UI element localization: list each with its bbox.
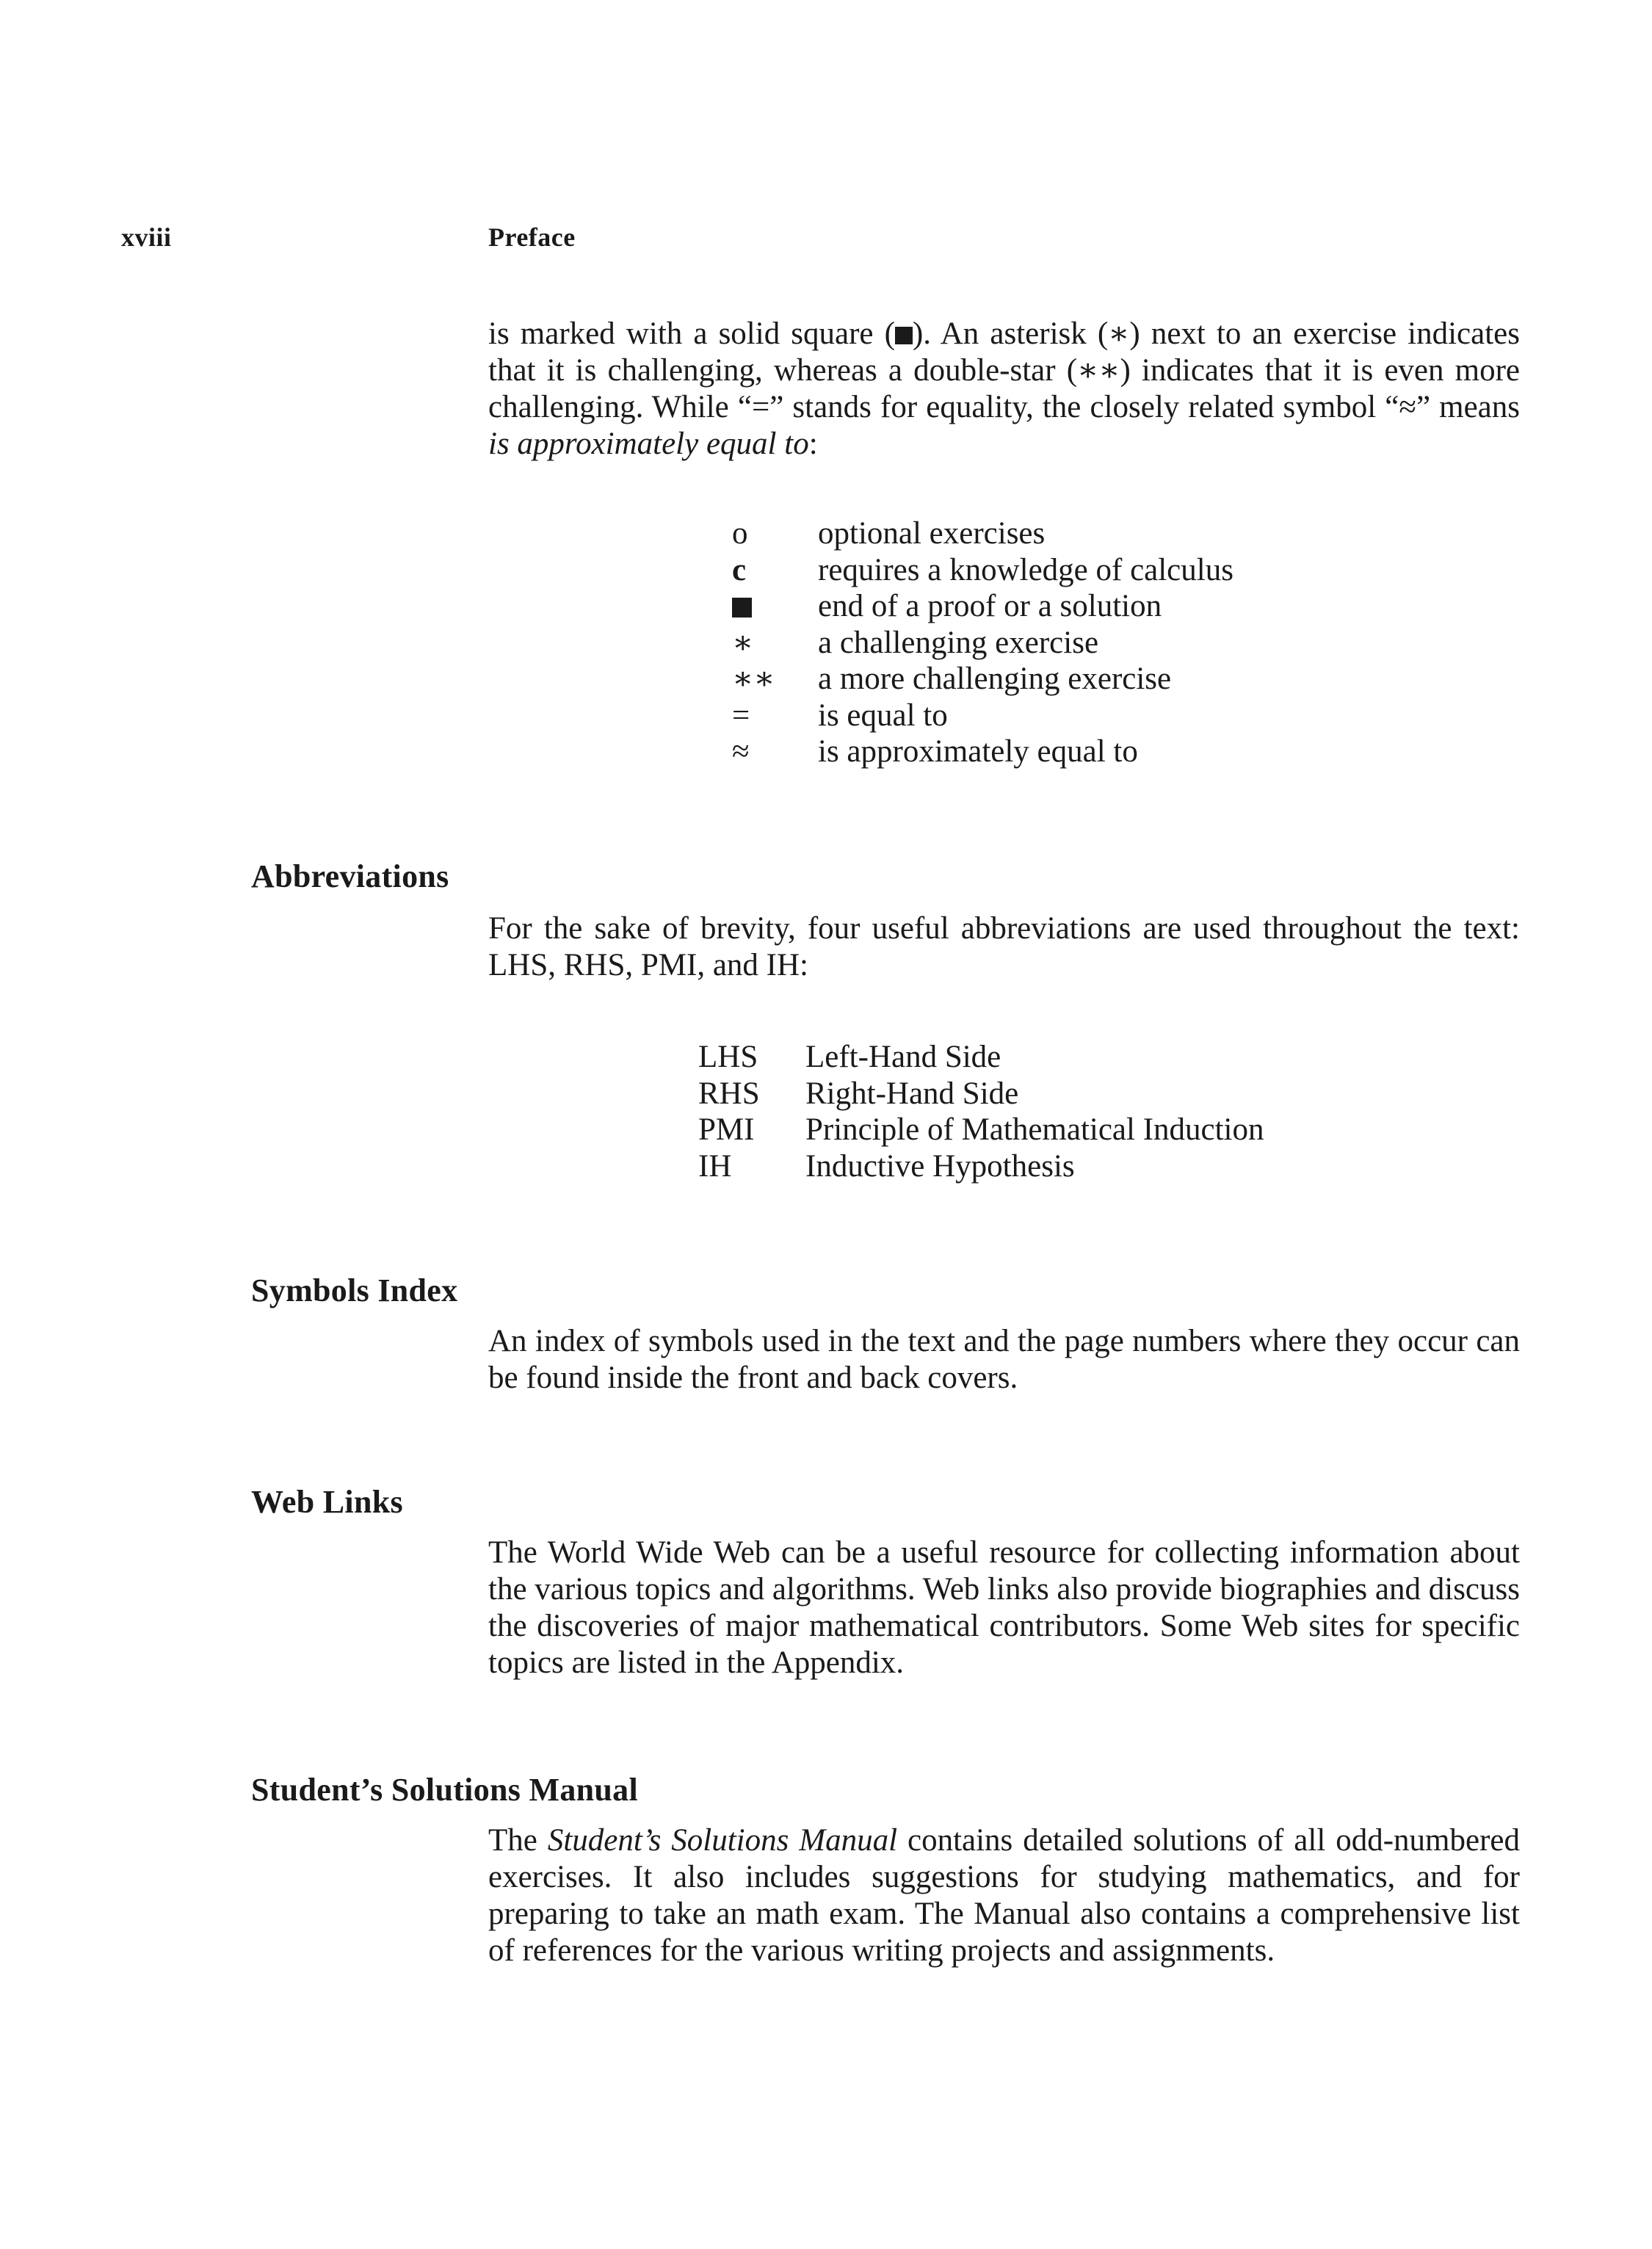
page-number: xviii xyxy=(121,222,172,252)
symbol-glyph: ∗∗ xyxy=(732,662,775,696)
abbreviation-row xyxy=(698,1076,1264,1112)
symbol-row xyxy=(731,734,1233,770)
abbreviation-meaning: Inductive Hypothesis xyxy=(805,1148,1075,1184)
abbreviation-legend xyxy=(698,1039,1264,1184)
symbol-glyph: = xyxy=(732,698,750,733)
symbol-glyph: ≈ xyxy=(732,734,750,769)
symbol-meaning: end of a proof or a solution xyxy=(818,589,1162,623)
solid-square-icon xyxy=(895,327,913,344)
intro-paragraph xyxy=(488,316,1520,463)
solutions-manual-text-pre: The xyxy=(488,1823,548,1858)
abbreviation-row xyxy=(698,1112,1264,1148)
abbreviation: LHS xyxy=(698,1040,758,1074)
symbols-index-text: An index of symbols used in the text and the page numbers where they occur can be found inside the front and back covers. xyxy=(488,1324,1520,1395)
symbols-index-heading: Symbols Index xyxy=(251,1272,458,1308)
symbol-glyph xyxy=(731,588,818,625)
symbol-meaning: a challenging exercise xyxy=(818,625,1099,660)
web-links-paragraph xyxy=(488,1535,1520,1681)
abbreviation-row xyxy=(698,1148,1264,1185)
symbol-glyph: o xyxy=(732,516,748,551)
symbol-row xyxy=(731,698,1233,734)
abbreviation-meaning: Left-Hand Side xyxy=(805,1040,1001,1074)
symbol-glyph: ∗ xyxy=(732,625,754,660)
abbreviations-paragraph xyxy=(488,910,1520,984)
symbol-meaning: is approximately equal to xyxy=(818,734,1138,769)
solutions-manual-paragraph xyxy=(488,1822,1520,1969)
symbol-meaning: a more challenging exercise xyxy=(818,662,1172,696)
solutions-manual-title: Student’s Solutions Manual xyxy=(547,1823,898,1858)
abbreviation-row xyxy=(698,1039,1264,1076)
web-links-heading: Web Links xyxy=(251,1484,403,1520)
solutions-manual-heading: Student’s Solutions Manual xyxy=(251,1772,638,1808)
symbol-meaning: optional exercises xyxy=(818,516,1046,551)
running-title: Preface xyxy=(488,222,576,252)
symbols-index-paragraph xyxy=(488,1323,1520,1397)
symbol-row xyxy=(731,515,1233,552)
symbol-meaning: requires a knowledge of calculus xyxy=(818,552,1233,587)
intro-italic-phrase: is approximately equal to xyxy=(488,427,809,461)
solid-square-icon xyxy=(732,598,752,618)
symbol-row xyxy=(731,625,1233,662)
intro-text-2: ). An asterisk (∗) next to an exercise indicates that it is challenging, whereas a double-star (∗∗) indicates that it is even more challenging. While “=” stands for equality, the closely related symbol “≈” means xyxy=(488,316,1520,424)
web-links-text: The World Wide Web can be a useful resource for collecting information about the various topics and algorithms. Web links also provide biographies and discuss the discoveries of major mathematical contributors. Some Web sites for specific topics are listed in the Appendix. xyxy=(488,1535,1520,1680)
symbol-legend xyxy=(731,515,1233,770)
symbol-row xyxy=(731,552,1233,589)
abbreviation-meaning: Principle of Mathematical Induction xyxy=(805,1112,1264,1147)
symbol-row xyxy=(731,588,1233,625)
symbol-glyph: c xyxy=(732,552,747,587)
abbreviation-meaning: Right-Hand Side xyxy=(805,1076,1019,1111)
abbreviations-heading: Abbreviations xyxy=(251,858,449,894)
symbol-meaning: is equal to xyxy=(818,698,948,733)
abbreviation: RHS xyxy=(698,1076,760,1111)
abbreviation: PMI xyxy=(698,1112,755,1147)
abbreviation: IH xyxy=(698,1148,732,1184)
symbol-row xyxy=(731,661,1233,698)
abbreviations-text: For the sake of brevity, four useful abbreviations are used throughout the text: LHS, RHS, PMI, and IH: xyxy=(488,911,1520,982)
solutions-manual-text-post: contains detailed solutions of all odd-numbered exercises. It also includes suggestions for studying mathematics, and for preparing to take an math exam. The Manual also contains a comprehensive list of references for the various writing projects and assignments. xyxy=(488,1823,1520,1968)
intro-text-3: : xyxy=(808,427,818,461)
intro-text-1: is marked with a solid square ( xyxy=(488,316,895,351)
